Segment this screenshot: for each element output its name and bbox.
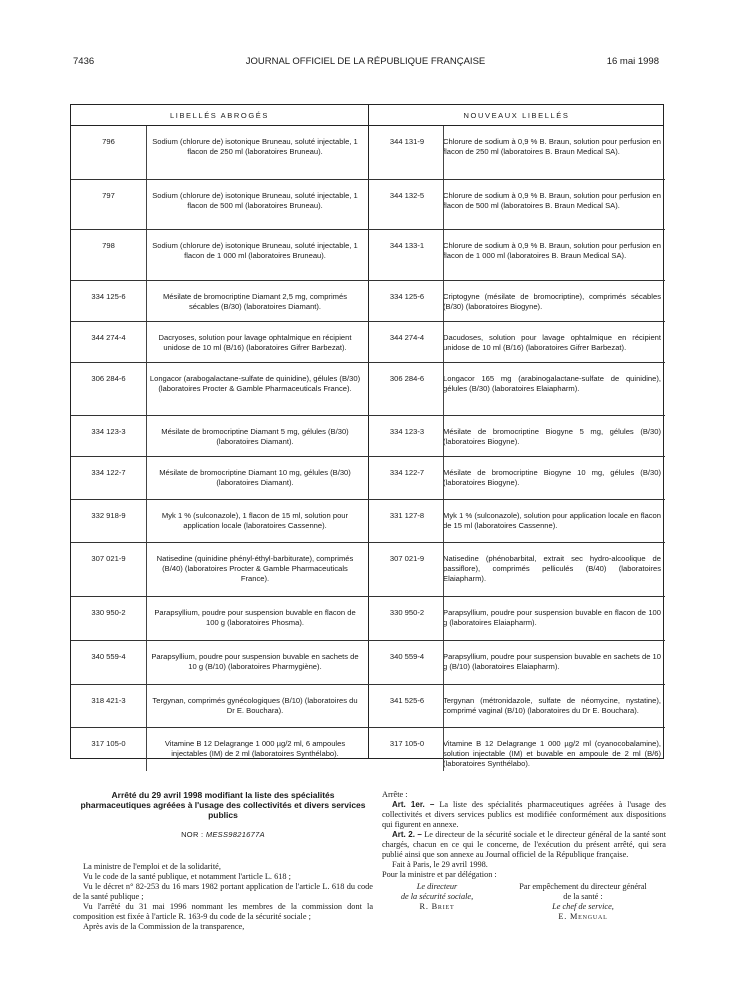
old-label: Sodium (chlorure de) isotonique Bruneau, soluté injectable, 1 flacon de 1 000 ml (laboratoires Bruneau). [152, 241, 358, 260]
sig2-line2: de la santé : [563, 892, 603, 901]
old-code: 318 421-3 [91, 696, 126, 705]
arrete-left-column [73, 790, 373, 932]
old-label: Sodium (chlorure de) isotonique Bruneau, soluté injectable, 1 flacon de 500 ml (laboratoires Bruneau). [152, 191, 358, 210]
signature-dss [382, 882, 492, 912]
table-row [71, 500, 665, 543]
old-label: Natisedine (quinidine phényl-éthyl-barbiturate), comprimés (B/40) (laboratoires Procter & Gamble Pharmaceuticals France). [156, 554, 354, 583]
old-code: 340 559-4 [91, 652, 126, 661]
old-label: Longacor (arabogalactane-sulfate de quinidine), gélules (B/30) (laboratoires Procter & Gamble Pharmaceuticals France). [149, 374, 361, 393]
article-2-text: Le directeur de la sécurité sociale et le directeur général de la santé sont chargés, chacun en ce qui le concerne, de l'exécution du présent arrêté, qui sera publié ainsi que son annexe au Journal officiel de la République française. [382, 830, 667, 859]
sig1-name: R. Briet [419, 902, 455, 911]
cell-divider [443, 281, 444, 322]
cell-divider [146, 641, 147, 685]
arrete-title: Arrêté du 29 avril 1998 modifiant la liste des spécialités pharmaceutiques agréées à l'usage des collectivités et divers services publics [80, 790, 366, 820]
done-at: Fait à Paris, le 29 avril 1998. [392, 860, 488, 869]
sig1-title-a: Le directeur [416, 882, 458, 891]
new-label: Mésilate de bromocriptine Biogyne 5 mg, gélules (B/30) (laboratoires Biogyne). [443, 427, 661, 446]
cell-divider [443, 126, 444, 180]
article-1-label: Art. 1er. – [392, 800, 435, 809]
sig1-title-b: de la sécurité sociale, [400, 892, 474, 901]
new-code: 334 123-3 [389, 427, 425, 436]
new-code: 334 125-6 [389, 292, 425, 301]
cell-divider [146, 728, 147, 771]
preamble-line: Vu l'arrêté du 31 mai 1996 nommant les membres de la commission dont la composition est fixée à l'article R. 163-9 du code de la sécurité sociale ; [73, 902, 373, 921]
new-code: 344 274-4 [389, 333, 425, 342]
issue-date: 16 mai 1998 [606, 56, 659, 67]
new-code: 340 559-4 [389, 652, 425, 661]
new-code: 307 021-9 [389, 554, 425, 563]
table-row [71, 457, 665, 500]
new-label: Parapsyllium, poudre pour suspension buvable en flacon de 100 g (laboratoires Elaiapharm). [443, 608, 661, 627]
sig2-title: Le chef de service, [552, 902, 614, 911]
new-label: Myk 1 % (sulconazole), solution pour application locale en flacon de 15 ml (laboratoires Cassenne). [443, 511, 661, 530]
cell-divider [146, 230, 147, 281]
cell-divider [146, 543, 147, 597]
new-code: 341 525-6 [389, 696, 425, 705]
old-label: Parapsyllium, poudre pour suspension buvable en flacon de 100 g (laboratoires Phosma). [154, 608, 356, 627]
table-row [71, 363, 665, 416]
cell-divider [443, 597, 444, 641]
for-minister: Pour la ministre et par délégation : [382, 870, 497, 879]
cell-divider [146, 457, 147, 500]
new-code: 344 133-1 [389, 241, 425, 250]
table-row [71, 281, 665, 322]
signatures [382, 882, 666, 928]
table-row [71, 180, 665, 230]
old-label: Mésilate de bromocriptine Diamant 2,5 mg, comprimés sécables (B/30) (laboratoires Diamant). [162, 292, 347, 311]
preamble-line: La ministre de l'emploi et de la solidarité, [83, 862, 221, 871]
new-label: Mésilate de bromocriptine Biogyne 10 mg, gélules (B/30) (laboratoires Biogyne). [443, 468, 661, 487]
old-code: 332 918-9 [91, 511, 126, 520]
cell-divider [443, 230, 444, 281]
cell-divider [443, 728, 444, 771]
sig2-name: E. Mengual [558, 912, 608, 921]
old-code: 797 [102, 191, 115, 200]
table-row [71, 230, 665, 281]
old-code: 334 123-3 [91, 427, 126, 436]
cell-divider [443, 641, 444, 685]
new-label: Dacudoses, solution pour lavage ophtalmique en récipient unidose de 10 ml (B/16) (laboratoires Gifrer Barbezat). [443, 333, 661, 352]
cell-divider [146, 322, 147, 363]
table-row [71, 641, 665, 685]
old-label: Myk 1 % (sulconazole), 1 flacon de 15 ml, solution pour application locale (laboratoires Cassenne). [161, 511, 349, 530]
table-row [71, 543, 665, 597]
preamble-line: Vu le code de la santé publique, et notamment l'article L. 618 ; [83, 872, 291, 881]
cell-divider [443, 363, 444, 416]
signature-dgs [500, 882, 666, 922]
cell-divider [443, 500, 444, 543]
nor-label: NOR : [181, 830, 204, 839]
old-code: 306 284-6 [91, 374, 126, 383]
new-label: Chlorure de sodium à 0,9 % B. Braun, solution pour perfusion en flacon de 250 ml (laboratoires B. Braun Medical SA). [443, 137, 661, 156]
article-1 [382, 800, 666, 830]
arrete-word: Arrête : [382, 790, 408, 799]
new-label: Parapsyllium, poudre pour suspension buvable en sachets de 10 g (B/10) (laboratoires Elaiapharm). [443, 652, 661, 671]
new-label: Tergynan (métronidazole, sulfate de néomycine, nystatine), comprimé vaginal (B/10) (laboratoires du Dr E. Bouchara). [443, 696, 661, 715]
article-1-text: La liste des spécialités pharmaceutiques agréées à l'usage des collectivités et divers services publics est modifiée conformément aux dispositions qui figurent en annexe. [382, 800, 666, 829]
old-label: Dacryoses, solution pour lavage ophtalmique en récipient unidose de 10 ml (B/16) (laboratoires Gifrer Barbezat). [158, 333, 352, 352]
old-label: Vitamine B 12 Delagrange 1 000 µg/2 ml, 6 ampoules injectables (IM) de 2 ml (laboratoires Synthélabo). [164, 739, 346, 758]
new-code: 306 284-6 [389, 374, 425, 383]
old-code: 334 122-7 [91, 468, 126, 477]
arrete-right-column [382, 790, 666, 928]
new-code: 317 105-0 [389, 739, 425, 748]
cell-divider [146, 180, 147, 230]
right-column-header: NOUVEAUX LIBELLÉS [463, 111, 570, 120]
old-code: 796 [102, 137, 115, 146]
cell-divider [443, 416, 444, 457]
new-code: 331 127-8 [389, 511, 425, 520]
table-row [71, 416, 665, 457]
cell-divider [146, 685, 147, 728]
nor-reference [73, 830, 373, 840]
old-code: 307 021-9 [91, 554, 126, 563]
old-code: 798 [102, 241, 115, 250]
cell-divider [146, 281, 147, 322]
sig2-line1: Par empêchement du directeur général [519, 882, 647, 891]
preamble-line: Vu le décret n° 82-253 du 16 mars 1982 portant application de l'article L. 618 du code de la santé publique ; [73, 882, 373, 901]
old-code: 330 950-2 [91, 608, 126, 617]
old-label: Sodium (chlorure de) isotonique Bruneau, soluté injectable, 1 flacon de 250 ml (laboratoires Bruneau). [152, 137, 358, 156]
old-label: Tergynan, comprimés gynécologiques (B/10) (laboratoires du Dr E. Bouchara). [152, 696, 358, 715]
old-label: Parapsyllium, poudre pour suspension buvable en sachets de 10 g (B/10) (laboratoires Pharmygiène). [151, 652, 359, 671]
table-row [71, 126, 665, 180]
old-label: Mésilate de bromocriptine Diamant 5 mg, gélules (B/30) (laboratoires Diamant). [161, 427, 349, 446]
page-number: 7436 [73, 56, 95, 67]
new-code: 330 950-2 [389, 608, 425, 617]
nor-code: MESS9821677A [205, 830, 265, 839]
old-code: 317 105-0 [91, 739, 126, 748]
cell-divider [443, 685, 444, 728]
cell-divider [443, 322, 444, 363]
new-label: Longacor 165 mg (arabinogalactane-sulfate de quinidine), gélules (B/30) (laboratoires Elaiapharm). [443, 374, 661, 393]
cell-divider [443, 180, 444, 230]
specialites-table [70, 104, 664, 768]
preamble-line: Après avis de la Commission de la transparence, [83, 922, 245, 931]
table-row [71, 685, 665, 728]
new-label: Criptogyne (mésilate de bromocriptine), comprimés sécables (B/30) (laboratoires Biogyne). [443, 292, 661, 311]
new-code: 344 132-5 [389, 191, 425, 200]
new-code: 344 131-9 [389, 137, 425, 146]
table-row [71, 322, 665, 363]
cell-divider [146, 126, 147, 180]
cell-divider [443, 543, 444, 597]
cell-divider [443, 457, 444, 500]
left-column-header: LIBELLÉS ABROGÉS [170, 111, 269, 120]
new-code: 334 122-7 [389, 468, 425, 477]
table-row [71, 597, 665, 641]
cell-divider [146, 416, 147, 457]
article-2-label: Art. 2. – [392, 830, 422, 839]
old-label: Mésilate de bromocriptine Diamant 10 mg, gélules (B/30) (laboratoires Diamant). [159, 468, 351, 487]
new-label: Chlorure de sodium à 0,9 % B. Braun, solution pour perfusion en flacon de 1 000 ml (laboratoires B. Braun Medical SA). [443, 241, 661, 260]
journal-title: JOURNAL OFFICIEL DE LA RÉPUBLIQUE FRANÇAISE [245, 56, 486, 67]
article-2 [382, 830, 666, 860]
new-label: Vitamine B 12 Delagrange 1 000 µg/2 ml (cyanocobalamine), solution injectable (IM) et buvable en ampoule de 2 ml (B/6) (laboratoires Synthélabo). [443, 739, 661, 768]
old-code: 344 274-4 [91, 333, 126, 342]
new-label: Natisedine (phénobarbital, extrait sec hydro-alcoolique de passiflore), comprimés pelliculés (B/40) (laboratoires Elaiapharm). [443, 554, 661, 583]
new-label: Chlorure de sodium à 0,9 % B. Braun, solution pour perfusion en flacon de 500 ml (laboratoires B. Braun Medical SA). [443, 191, 661, 210]
old-code: 334 125-6 [91, 292, 126, 301]
cell-divider [146, 500, 147, 543]
cell-divider [146, 597, 147, 641]
table-row [71, 728, 665, 771]
cell-divider [146, 363, 147, 416]
